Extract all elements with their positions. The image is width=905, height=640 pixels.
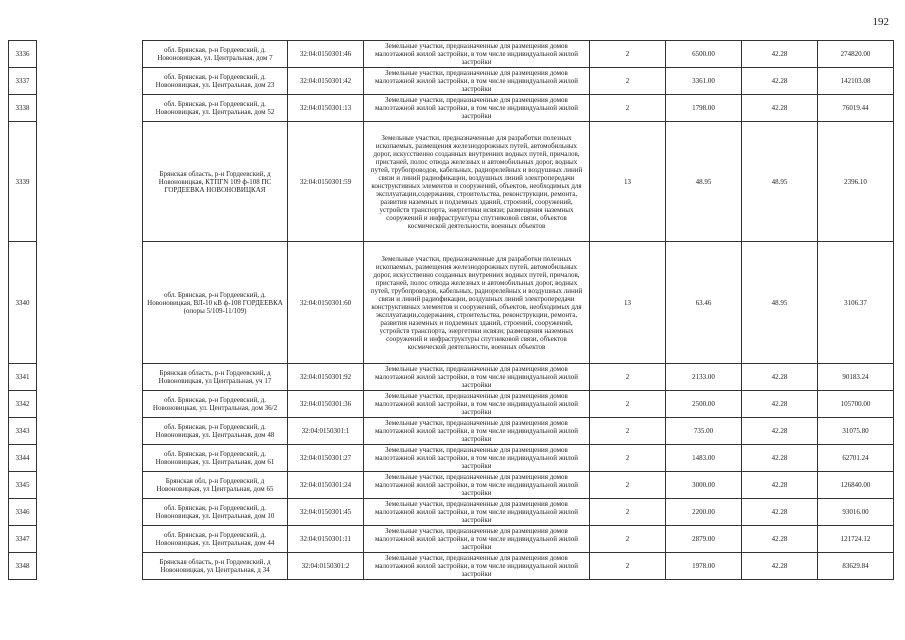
area-cell: 2200.00 bbox=[666, 499, 742, 526]
land-purpose-cell: Земельные участки, предназначенные для размещения домов малоэтажной жилой застройки, в том числе индивидуальной жилой застройки bbox=[364, 41, 590, 68]
row-number: 3336 bbox=[9, 41, 37, 68]
cadastral-number-cell: 32:04:0150301:24 bbox=[288, 472, 364, 499]
rate-cell: 42.28 bbox=[742, 445, 818, 472]
address-cell: обл. Брянская, р-н Гордеевский, д. Новоновицкая, ул. Центральная, дом 36/2 bbox=[143, 391, 288, 418]
land-purpose-cell: Земельные участки, предназначенные для размещения домов малоэтажной жилой застройки, в том числе индивидуальной жилой застройки bbox=[364, 553, 590, 580]
blank-cell bbox=[37, 418, 143, 445]
row-number: 3343 bbox=[9, 418, 37, 445]
row-number: 3344 bbox=[9, 445, 37, 472]
cadastral-number-cell: 32:04:0150301:36 bbox=[288, 391, 364, 418]
address-cell: Брянская область, р-н Гордеевский, д Новоновицкая, ул Центральная, д 34 bbox=[143, 553, 288, 580]
address-cell: обл. Брянская, р-н Гордеевский, д. Новоновицкая, ул. Центральная, дом 23 bbox=[143, 68, 288, 95]
table-row bbox=[9, 122, 894, 242]
land-purpose-cell: Земельные участки, предназначенные для размещения домов малоэтажной жилой застройки, в том числе индивидуальной жилой застройки bbox=[364, 95, 590, 122]
area-cell: 3000.00 bbox=[666, 472, 742, 499]
row-number: 3347 bbox=[9, 526, 37, 553]
table-row bbox=[9, 95, 894, 122]
table-body bbox=[9, 41, 894, 580]
group-cell: 2 bbox=[590, 526, 666, 553]
area-cell: 2133.00 bbox=[666, 364, 742, 391]
land-purpose-cell: Земельные участки, предназначенные для размещения домов малоэтажной жилой застройки, в том числе индивидуальной жилой застройки bbox=[364, 68, 590, 95]
table-row bbox=[9, 445, 894, 472]
cadastral-value-cell: 31075.80 bbox=[818, 418, 894, 445]
land-purpose-cell: Земельные участки, предназначенные для размещения домов малоэтажной жилой застройки, в том числе индивидуальной жилой застройки bbox=[364, 445, 590, 472]
land-purpose-cell: Земельные участки, предназначенные для размещения домов малоэтажной жилой застройки, в том числе индивидуальной жилой застройки bbox=[364, 391, 590, 418]
table-row bbox=[9, 499, 894, 526]
table-row bbox=[9, 68, 894, 95]
blank-cell bbox=[37, 95, 143, 122]
cadastral-number-cell: 32:04:0150301:42 bbox=[288, 68, 364, 95]
cadastral-number-cell: 32:04:0150301:11 bbox=[288, 526, 364, 553]
address-cell: обл. Брянская, р-н Гордеевский, д. Новоновицкая, ВЛ-10 кВ ф-108 ГОРДЕЕВКА (опоры 5/109-11/109) bbox=[143, 242, 288, 364]
table-row bbox=[9, 472, 894, 499]
group-cell: 2 bbox=[590, 391, 666, 418]
row-number: 3345 bbox=[9, 472, 37, 499]
row-number: 3340 bbox=[9, 242, 37, 364]
cadastral-value-cell: 142103.08 bbox=[818, 68, 894, 95]
table-row bbox=[9, 526, 894, 553]
land-purpose-cell: Земельные участки, предназначенные для размещения домов малоэтажной жилой застройки, в том числе индивидуальной жилой застройки bbox=[364, 472, 590, 499]
rate-cell: 42.28 bbox=[742, 526, 818, 553]
blank-cell bbox=[37, 242, 143, 364]
table-row bbox=[9, 391, 894, 418]
rate-cell: 42.28 bbox=[742, 364, 818, 391]
rate-cell: 42.28 bbox=[742, 95, 818, 122]
group-cell: 2 bbox=[590, 499, 666, 526]
cadastral-value-cell: 2396.10 bbox=[818, 122, 894, 242]
cadastral-value-cell: 90183.24 bbox=[818, 364, 894, 391]
blank-cell bbox=[37, 391, 143, 418]
row-number: 3337 bbox=[9, 68, 37, 95]
area-cell: 63.46 bbox=[666, 242, 742, 364]
blank-cell bbox=[37, 68, 143, 95]
address-cell: обл. Брянская, р-н Гордеевский, д. Новоновицкая, ул. Центральная, дом 48 bbox=[143, 418, 288, 445]
row-number: 3342 bbox=[9, 391, 37, 418]
area-cell: 1978.00 bbox=[666, 553, 742, 580]
rate-cell: 42.28 bbox=[742, 472, 818, 499]
area-cell: 735.00 bbox=[666, 418, 742, 445]
row-number: 3346 bbox=[9, 499, 37, 526]
group-cell: 2 bbox=[590, 95, 666, 122]
address-cell: обл. Брянская, р-н Гордеевский, д. Новоновицкая, ул. Центральная, дом 52 bbox=[143, 95, 288, 122]
group-cell: 2 bbox=[590, 445, 666, 472]
group-cell: 2 bbox=[590, 364, 666, 391]
cadastral-number-cell: 32:04:0150301:45 bbox=[288, 499, 364, 526]
land-purpose-cell: Земельные участки, предназначенные для размещения домов малоэтажной жилой застройки, в том числе индивидуальной жилой застройки bbox=[364, 499, 590, 526]
cadastral-value-cell: 126840.00 bbox=[818, 472, 894, 499]
cadastral-number-cell: 32:04:0150301:92 bbox=[288, 364, 364, 391]
group-cell: 2 bbox=[590, 418, 666, 445]
group-cell: 2 bbox=[590, 41, 666, 68]
land-register-table bbox=[8, 40, 894, 580]
group-cell: 2 bbox=[590, 553, 666, 580]
land-purpose-cell: Земельные участки, предназначенные для размещения домов малоэтажной жилой застройки, в том числе индивидуальной жилой застройки bbox=[364, 364, 590, 391]
blank-cell bbox=[37, 122, 143, 242]
land-purpose-cell: Земельные участки, предназначенные для размещения домов малоэтажной жилой застройки, в том числе индивидуальной жилой застройки bbox=[364, 418, 590, 445]
group-cell: 2 bbox=[590, 68, 666, 95]
cadastral-number-cell: 32:04:0150301:59 bbox=[288, 122, 364, 242]
row-number: 3339 bbox=[9, 122, 37, 242]
rate-cell: 42.28 bbox=[742, 68, 818, 95]
cadastral-number-cell: 32:04:0150301:1 bbox=[288, 418, 364, 445]
cadastral-value-cell: 121724.12 bbox=[818, 526, 894, 553]
land-purpose-cell: Земельные участки, предназначенные для разработки полезных ископаемых, размещения железнодорожных путей, автомобильных дорог, искусственно созданных внутренних водных путей, причалов, пристаней, полос отвода железных и автомобильных дорог, водных путей, трубопроводов, кабельных, радиорелейных и воздушных линий связи и линий радиофикации, воздушных линий электропередачи конструктивных элементов и сооружений, объектов, необходимых для эксплуатации,содержания, строительства, реконструкции, ремонта, развития наземных и подземных зданий, строений, сооружений, устройств транспорта, энергетики исвязи; размещения наземных сооружений и инфраструктуры спутниковой связи, объектов космической деятельности, военных объектов bbox=[364, 242, 590, 364]
row-number: 3348 bbox=[9, 553, 37, 580]
cadastral-value-cell: 93016.00 bbox=[818, 499, 894, 526]
address-cell: обл. Брянская, р-н Гордеевский, д. Новоновицкая, ул. Центральная, дом 7 bbox=[143, 41, 288, 68]
cadastral-number-cell: 32:04:0150301:60 bbox=[288, 242, 364, 364]
cadastral-value-cell: 105700.00 bbox=[818, 391, 894, 418]
rate-cell: 48.95 bbox=[742, 242, 818, 364]
cadastral-value-cell: 3106.37 bbox=[818, 242, 894, 364]
address-cell: обл. Брянская, р-н Гордеевский, д. Новоновицкая, ул. Центральная, дом 10 bbox=[143, 499, 288, 526]
group-cell: 13 bbox=[590, 122, 666, 242]
address-cell: обл. Брянская, р-н Гордеевский, д. Новоновицкая, ул. Центральная, дом 61 bbox=[143, 445, 288, 472]
blank-cell bbox=[37, 41, 143, 68]
page-number: 192 bbox=[872, 16, 889, 28]
cadastral-number-cell: 32:04:0150301:2 bbox=[288, 553, 364, 580]
address-cell: обл. Брянская, р-н Гордеевский, д. Новоновицкая, ул. Центральная, дом 44 bbox=[143, 526, 288, 553]
address-cell: Брянская область, р-н Гордеевский, д Новоновицкая, ул Центральная, уч 17 bbox=[143, 364, 288, 391]
group-cell: 13 bbox=[590, 242, 666, 364]
table-row bbox=[9, 364, 894, 391]
group-cell: 2 bbox=[590, 472, 666, 499]
rate-cell: 42.28 bbox=[742, 41, 818, 68]
address-cell: Брянская обл, р-н Гордеевский, д Новоновицкая, ул Центральная, дом 65 bbox=[143, 472, 288, 499]
cadastral-number-cell: 32:04:0150301:13 bbox=[288, 95, 364, 122]
blank-cell bbox=[37, 553, 143, 580]
area-cell: 2500.00 bbox=[666, 391, 742, 418]
row-number: 3338 bbox=[9, 95, 37, 122]
blank-cell bbox=[37, 472, 143, 499]
area-cell: 3361.00 bbox=[666, 68, 742, 95]
blank-cell bbox=[37, 499, 143, 526]
row-number: 3341 bbox=[9, 364, 37, 391]
cadastral-number-cell: 32:04:0150301:27 bbox=[288, 445, 364, 472]
rate-cell: 42.28 bbox=[742, 418, 818, 445]
address-cell: Брянская область, р-н Гордеевский, д Новоновицкая, КТПГN 109 ф-108 ПС ГОРДЕЕВКА НОВОНОВИЦКАЯ bbox=[143, 122, 288, 242]
area-cell: 1798.00 bbox=[666, 95, 742, 122]
area-cell: 48.95 bbox=[666, 122, 742, 242]
cadastral-value-cell: 62701.24 bbox=[818, 445, 894, 472]
rate-cell: 42.28 bbox=[742, 499, 818, 526]
area-cell: 1483.00 bbox=[666, 445, 742, 472]
cadastral-number-cell: 32:04:0150301:46 bbox=[288, 41, 364, 68]
cadastral-value-cell: 76019.44 bbox=[818, 95, 894, 122]
land-purpose-cell: Земельные участки, предназначенные для размещения домов малоэтажной жилой застройки, в том числе индивидуальной жилой застройки bbox=[364, 526, 590, 553]
cadastral-value-cell: 83629.84 bbox=[818, 553, 894, 580]
blank-cell bbox=[37, 526, 143, 553]
rate-cell: 48.95 bbox=[742, 122, 818, 242]
cadastral-value-cell: 274820.00 bbox=[818, 41, 894, 68]
area-cell: 6500.00 bbox=[666, 41, 742, 68]
land-purpose-cell: Земельные участки, предназначенные для разработки полезных ископаемых, размещения железнодорожных путей, автомобильных дорог, искусственно созданных внутренних водных путей, причалов, пристаней, полос отвода железных и автомобильных дорог, водных путей, трубопроводов, кабельных, радиорелейных и воздушных линий связи и линий радиофикации, воздушных линий электропередачи конструктивных элементов и сооружений, объектов, необходимых для эксплуатации,содержания, строительства, реконструкции, ремонта, развития наземных и подземных зданий, строений, сооружений, устройств транспорта, энергетики исвязи; размещения наземных сооружений и инфраструктуры спутниковой связи, объектов космической деятельности, военных объектов bbox=[364, 122, 590, 242]
rate-cell: 42.28 bbox=[742, 553, 818, 580]
rate-cell: 42.28 bbox=[742, 391, 818, 418]
area-cell: 2879.00 bbox=[666, 526, 742, 553]
table-row bbox=[9, 418, 894, 445]
table-row bbox=[9, 41, 894, 68]
table-row bbox=[9, 553, 894, 580]
table-row bbox=[9, 242, 894, 364]
blank-cell bbox=[37, 364, 143, 391]
blank-cell bbox=[37, 445, 143, 472]
